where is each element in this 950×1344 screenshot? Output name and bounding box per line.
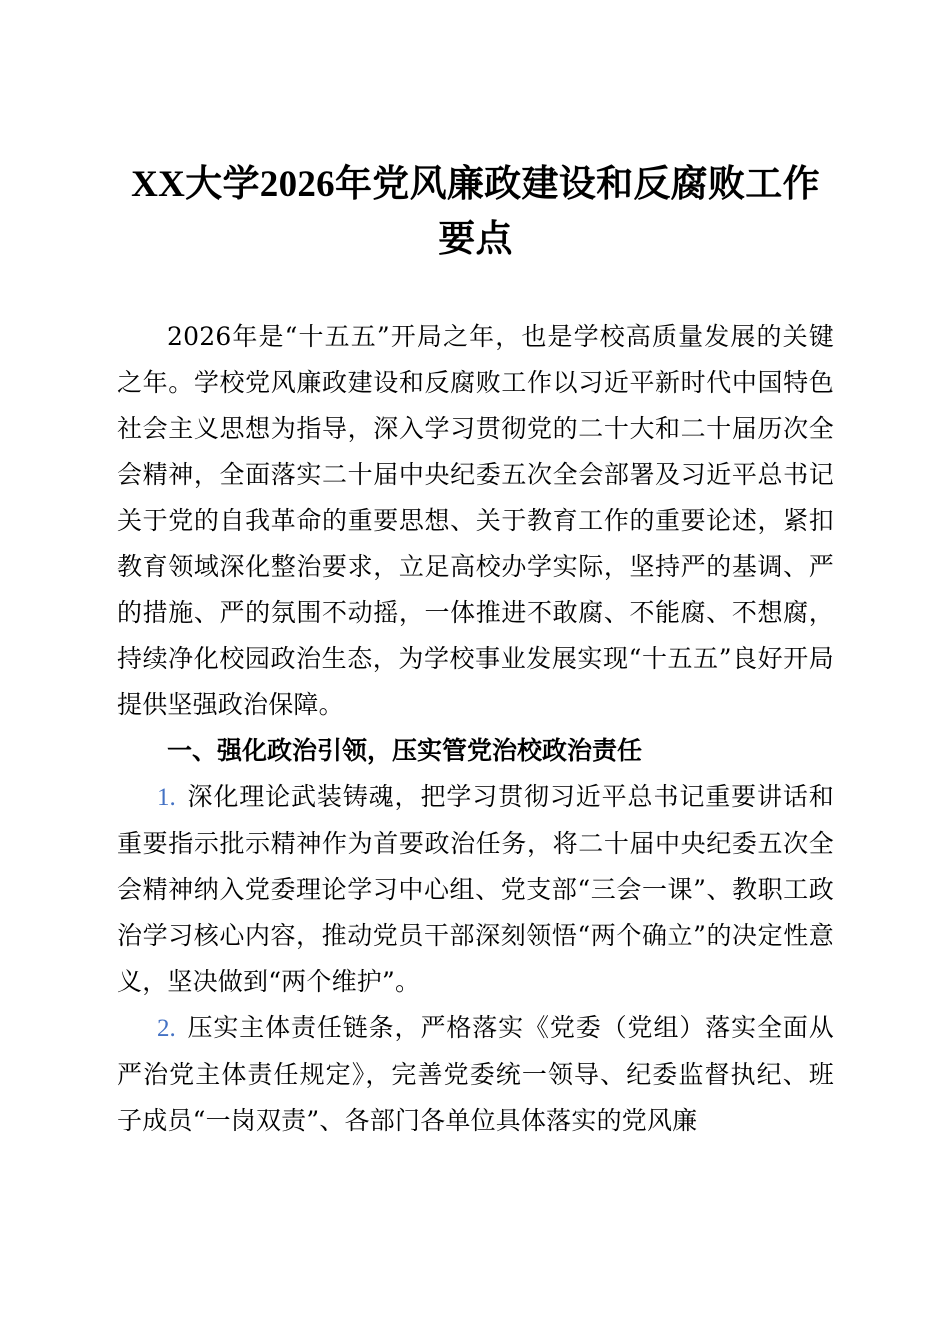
document-title: XX大学2026年党风廉政建设和反腐败工作要点 xyxy=(131,164,820,260)
list-item-marker: 1. xyxy=(157,784,176,811)
list-item-marker: 2. xyxy=(157,1015,176,1042)
list-item xyxy=(117,774,834,1005)
numbered-list xyxy=(117,774,834,1144)
section-heading-one: 一、强化政治引领，压实管党治校政治责任 xyxy=(167,737,643,765)
list-item-text: 压实主体责任链条，严格落实《党委（党组）落实全面从严治党主体责任规定》，完善党委统一领导、纪委监督执纪、班子成员“一岗双责”、各部门各单位具体落实的党风廉 xyxy=(117,1013,834,1135)
list-item xyxy=(117,1005,834,1144)
list-item-text: 深化理论武装铸魂，把学习贯彻习近平总书记重要讲话和重要指示批示精神作为首要政治任务，将二十届中央纪委五次全会精神纳入党委理论学习中心组、党支部“三会一课”、教职工政治学习核心内容，推动党员干部深刻领悟“两个确立”的决定性意义，坚决做到“两个维护”。 xyxy=(117,782,834,996)
page-content-area xyxy=(117,0,834,1144)
lead-paragraph: 2026年是“十五五”开局之年，也是学校高质量发展的关键之年。学校党风廉政建设和反腐败工作以习近平新时代中国特色社会主义思想为指导，深入学习贯彻党的二十大和二十届历次全会精神，全面落实二十届中央纪委五次全会部署及习近平总书记关于党的自我革命的重要思想、关于教育工作的重要论述，紧扣教育领域深化整治要求，立足高校办学实际，坚持严的基调、严的措施、严的氛围不动摇，一体推进不敢腐、不能腐、不想腐，持续净化校园政治生态，为学校事业发展实现“十五五”良好开局提供坚强政治保障。 xyxy=(117,322,834,719)
